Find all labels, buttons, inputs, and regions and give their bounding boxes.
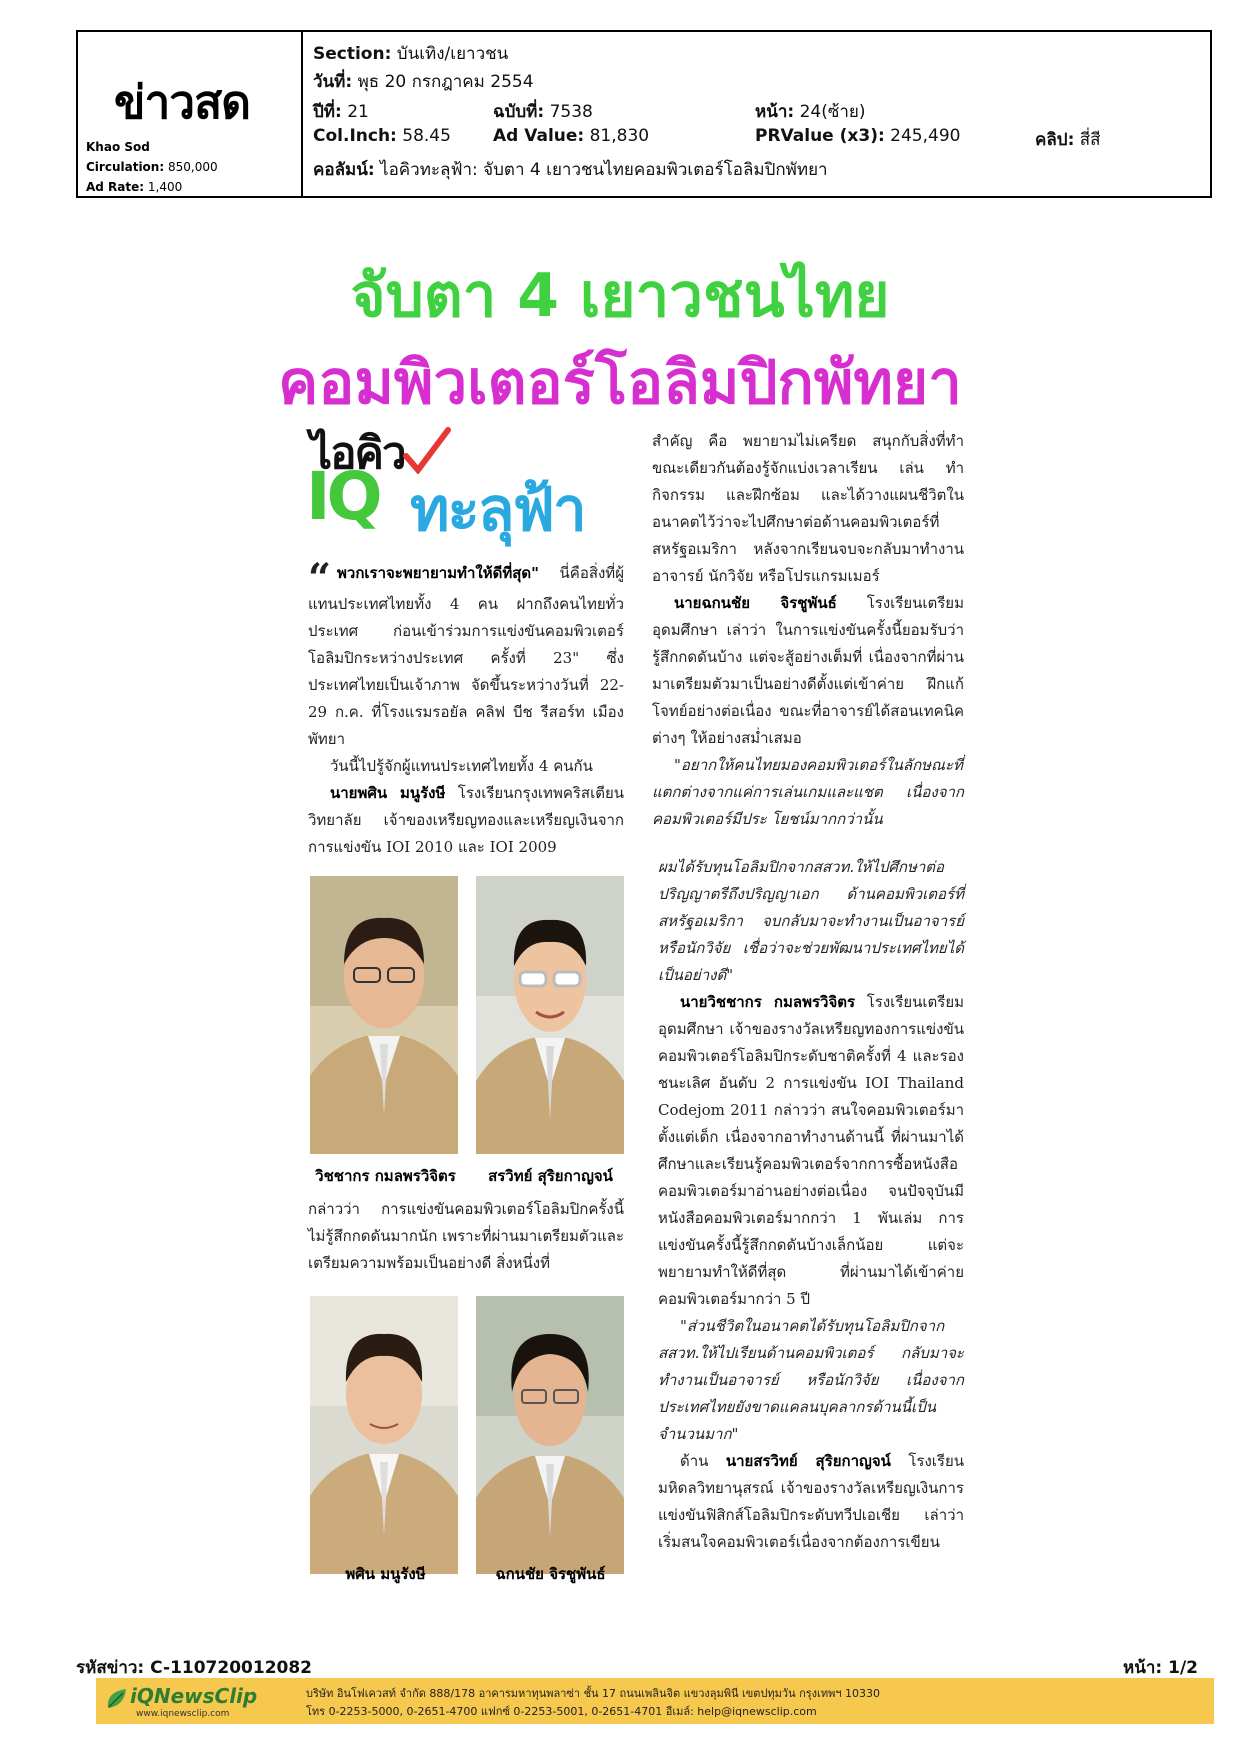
logo-text-iq: IQ — [306, 458, 379, 535]
year-field: ปีที่: 21 — [313, 102, 369, 122]
article-left-column-top — [308, 555, 624, 861]
portrait-photo-pasin — [310, 1296, 458, 1574]
headline-line-1: จับตา 4 เยาวชนไทย — [350, 261, 890, 331]
article-paragraph: ด้าน นายสรวิทย์ สุริยกาญจน์ โรงเรียนมหิดลวิทยานุสรณ์ เจ้าของรางวัลเหรียญเงินการแข่งขันฟิสิกส์โอลิมปิกระดับทวีปเอเชีย เล่าว่า เริ่มสนใจคอมพิวเตอร์เนื่องจากต้องการเขียน — [658, 1452, 964, 1551]
article-right-column — [652, 428, 964, 833]
advalue-field: Ad Value: 81,830 — [493, 126, 650, 146]
article-left-column-bottom — [308, 1196, 624, 1277]
portrait-photo-sorawit — [476, 876, 624, 1154]
news-id: รหัสข่าว: C-110720012082 — [76, 1658, 313, 1678]
photo-caption: ฉกนชัย จิรชูพันธ์ — [495, 1565, 606, 1583]
headline-line-2: คอมพิวเตอร์โอลิมปิกพัทยา — [278, 348, 962, 418]
section-field: Section: บันเทิง/เยาวชน — [313, 44, 509, 64]
circulation: Circulation: 850,000 — [86, 160, 218, 174]
article-quote: "อยากให้คนไทยมองคอมพิวเตอร์ในลักษณะที่แตกต่างจากแค่การเล่นเกมและแชต เนื่องจากคอมพิวเตอร์มีประ โยชน์มากกว่านั้น — [652, 756, 964, 828]
iqnewsclip-logo: iQNewsClip www.iqnewsclip.com — [100, 1682, 270, 1720]
logo-text-top: ไอคิว — [310, 428, 405, 479]
article-paragraph: กล่าวว่า การแข่งขันคอมพิวเตอร์โอลิมปิกครั้งนี้ไม่รู้สึกกดดันมากนัก เพราะที่ผ่านมาเตรียมตัวและเตรียมความพร้อมเป็นอย่างดี สิ่งหนึ่งที่ — [308, 1200, 624, 1272]
ad-rate: Ad Rate: 1,400 — [86, 180, 183, 194]
company-contact: โทร 0-2253-5000, 0-2651-4700 แฟกซ์ 0-2253-5001, 0-2651-4701 อีเมล์: help@iqnewsclip.com — [306, 1705, 817, 1718]
article-paragraph: สำคัญ คือ พยายามไม่เครียด สนุกกับสิ่งที่ทำ ขณะเดียวกันต้องรู้จักแบ่งเวลาเรียน เล่น ทำกิจกรรม และฝึกซ้อม และได้วางแผนชีวิตในอนาคตไว้ว่าจะไปศึกษาต่อด้านคอมพิวเตอร์ที่สหรัฐอเมริกา หลังจากเรียนจบจะกลับมาทำงานอาจารย์ นักวิจัย หรือโปรแกรมเมอร์ — [652, 432, 964, 585]
article-paragraph: นายวิชชากร กมลพรวิจิตร โรงเรียนเตรียมอุดมศึกษา เจ้าของรางวัลเหรียญทองการแข่งขันคอมพิวเตอร์โอลิมปิกระดับชาติครั้งที่ 4 และรองชนะเลิศ อันดับ 2 การแข่งขัน IOI Thailand Codejom 2011 กล่าวว่า สนใจคอมพิวเตอร์มาตั้งแต่เด็ก เนื่องจากอาทำงานด้านนี้ ที่ผ่านมาได้ศึกษาและเรียนรู้คอมพิวเตอร์จากการซื้อหนังสือคอมพิวเตอร์มาอ่านอย่างต่อเนื่อง จนปัจจุบันมีหนังสือคอมพิวเตอร์มากกว่า 1 พันเล่ม การแข่งขันครั้งนี้รู้สึกกดดันบ้างเล็กน้อย แต่จะพยายามทำให้ดีที่สุด ที่ผ่านมาได้เข้าค่ายคอมพิวเตอร์มากว่า 5 ปี — [658, 993, 964, 1308]
article-right-column-lower — [658, 854, 964, 1556]
quote-mark-icon: “ — [308, 555, 332, 602]
leaf-logo-icon — [104, 1686, 130, 1712]
prvalue-field: PRValue (x3): 245,490 — [755, 126, 961, 146]
issue-field: ฉบับที่: 7538 — [493, 102, 593, 122]
iq-column-logo — [306, 418, 628, 545]
clip-color-field: คลิป: สี่สี — [1035, 130, 1101, 150]
clipping-header — [76, 30, 1212, 198]
photo-caption: วิชชากร กมลพรวิจิตร — [315, 1167, 456, 1185]
colinch-field: Col.Inch: 58.45 — [313, 126, 451, 146]
clip-metadata — [305, 32, 1210, 196]
portrait-photo-vitchakorn — [310, 876, 458, 1154]
date-field: วันที่: พุธ 20 กรกฎาคม 2554 — [313, 72, 534, 92]
article-quote: "ส่วนชีวิตในอนาคตได้รับทุนโอลิมปิกจากสสวท.ให้ไปเรียนด้านคอมพิวเตอร์ กลับมาจะทำงานเป็นอาจารย์ หรือนักวิจัย เนื่องจากประเทศไทยยังขาดแคลนบุคลากรด้านนี้เป็นจำนวนมาก" — [658, 1317, 964, 1443]
logo-text-sky: ทะลุฟ้า — [410, 475, 585, 545]
publication-panel — [78, 32, 303, 196]
page-number: หน้า: 1/2 — [1123, 1658, 1198, 1678]
page-field: หน้า: 24(ซ้าย) — [755, 102, 866, 122]
publication-name: Khao Sod — [86, 140, 150, 154]
photo-caption: สรวิทย์ สุริยกาญจน์ — [488, 1167, 613, 1185]
photo-caption: พศิน มนูรังษี — [345, 1565, 426, 1583]
article-quote: ผมได้รับทุนโอลิมปิกจากสสวท.ให้ไปศึกษาต่อปริญญาตรีถึงปริญญาเอก ด้านคอมพิวเตอร์ที่สหรัฐอเมริกา จบกลับมาจะทำงานเป็นอาจารย์ หรือนักวิจัย เชื่อว่าจะช่วยพัฒนาประเทศไทยได้เป็นอย่างดี" — [658, 858, 964, 984]
column-field: คอลัมน์: ไอคิวทะลุฟ้า: จับตา 4 เยาวชนไทยคอมพิวเตอร์โอลิมปิกพัทยา — [313, 160, 828, 180]
footer-bar — [96, 1678, 1214, 1724]
article-intro: “ พวกเราจะพยายามทำให้ดีที่สุด" นี่คือสิ่งที่ผู้แทนประเทศไทยทั้ง 4 คน ฝากถึงคนไทยทั่วประเทศ ก่อนเข้าร่วมการแข่งขันคอมพิวเตอร์โอลิมปิกระหว่างประเทศ ครั้งที่ 23" ซึ่งประเทศไทยเป็นเจ้าภาพ จัดขึ้นระหว่างวันที่ 22-29 ก.ค. ที่โรงแรมรอยัล คลิฟ บีช รีสอร์ท เมืองพัทยา — [308, 555, 624, 748]
newspaper-masthead: ข่าวสด — [114, 75, 251, 129]
article-paragraph: นายฉกนชัย จิรชูพันธ์ โรงเรียนเตรียมอุดมศึกษา เล่าว่า ในการแข่งขันครั้งนี้ยอมรับว่ารู้สึกกดดันบ้าง แต่จะสู้อย่างเต็มที่ เนื่องจากที่ผ่านมาเตรียมตัวมาเป็นอย่างดีตั้งแต่เข้าค่าย ฝึกแก้โจทย์อย่างต่อเนื่อง ขณะที่อาจารย์ได้สอนเทคนิคต่างๆ ให้อย่างสม่ำเสมอ — [652, 594, 964, 747]
company-address: บริษัท อินโฟเควสท์ จำกัด 888/178 อาคารมหาทุนพลาซ่า ชั้น 17 ถนนเพลินจิต แขวงลุมพินี เขตปทุมวัน กรุงเทพฯ 10330 — [306, 1687, 880, 1700]
portrait-photo-chakanchai — [476, 1296, 624, 1574]
article-paragraph: วันนี้ไปรู้จักผู้แทนประเทศไทยทั้ง 4 คนกัน — [330, 757, 593, 775]
article-paragraph: นายพศิน มนูรังษี โรงเรียนกรุงเทพคริสเตียนวิทยาลัย เจ้าของเหรียญทองและเหรียญเงินจากการแข่งขัน IOI 2010 และ IOI 2009 — [308, 784, 624, 856]
